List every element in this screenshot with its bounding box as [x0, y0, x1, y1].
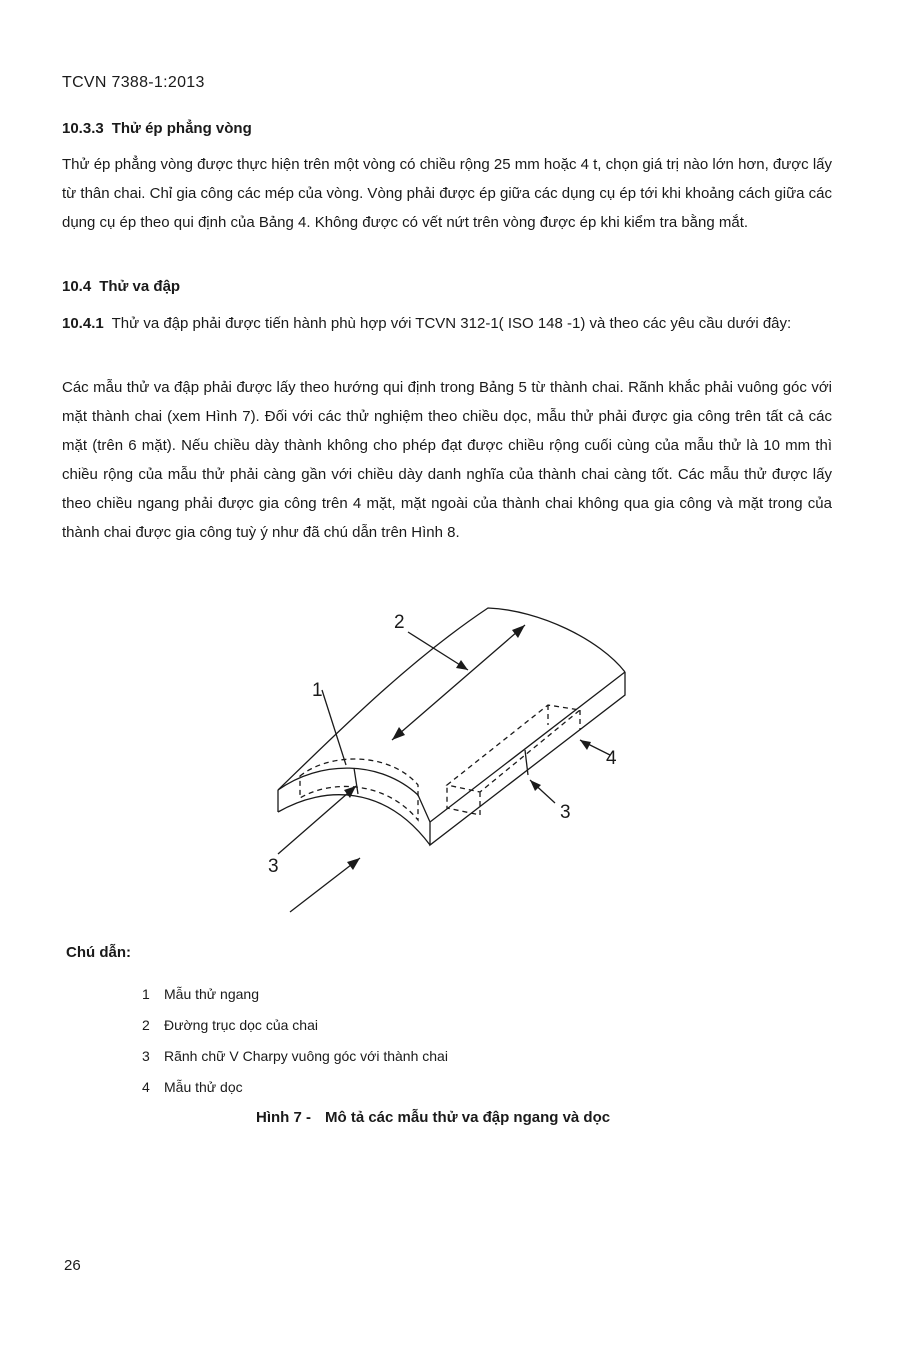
figure-caption-text: Mô tả các mẫu thử va đập ngang và dọc: [325, 1109, 611, 1126]
paragraph-impact-specimens: Các mẫu thử va đập phải được lấy theo hướng qui định trong Bảng 5 từ thành chai. Rãnh khắc phải vuông góc với mặt thành chai (xem Hình 7). Đối với các thử nghiệm theo chiều dọc, mẫu thử phải được gia công trên tất cả các mặt (trên 6 mặt). Nếu chiều dày thành không cho phép đạt được chiều rộng cuối cùng của mẫu thử là 10 mm thì chiều rộng của mẫu thử phải càng gần với chiều dày danh nghĩa của thành chai càng tốt. Các mẫu thử được lấy theo chiều ngang phải được gia công trên 4 mặt, mặt ngoài của thành chai không qua gia công và mặt trong của thành chai được gia công tuỳ ý như đã chú dẫn trên Hình 8.: [62, 379, 832, 541]
figure-7-diagram: [150, 580, 750, 920]
shell-end-face: [430, 672, 625, 845]
callout-1: 1: [312, 680, 323, 701]
callout-2: 2: [394, 612, 405, 633]
page-number: 26: [64, 1257, 81, 1274]
impact-arrow-line: [290, 858, 360, 912]
leader-arrow-4: [580, 740, 591, 750]
callout-3-right: 3: [560, 802, 571, 823]
legend-text: Mẫu thử dọc: [164, 1079, 243, 1095]
section-heading-10-4: [62, 278, 180, 295]
legend-number: 4: [142, 1079, 150, 1095]
legend-text: Rãnh chữ V Charpy vuông góc với thành chai: [164, 1048, 448, 1064]
legend-text: Đường trục dọc của chai: [164, 1017, 318, 1033]
standard-code: TCVN 7388-1:2013: [62, 74, 205, 91]
impact-arrow-head: [347, 858, 360, 870]
legend-item: [142, 1046, 448, 1077]
shell-outer-curve: [278, 608, 625, 790]
legend-text: Mẫu thử ngang: [164, 986, 259, 1002]
legend-item: [142, 1077, 448, 1108]
callout-3-left: 3: [268, 856, 279, 877]
paragraph-flattening-test: Thử ép phẳng vòng được thực hiện trên một vòng có chiều rộng 25 mm hoặc 4 t, chọn giá trị nào lớn hơn, được lấy từ thân chai. Chỉ gia công các mép của vòng. Vòng phải được ép giữa các dụng cụ ép tới khi khoảng cách giữa các dụng cụ ép theo qui định của Bảng 4. Không được có vết nứt trên vòng được ép khi kiểm tra bằng mắt.: [62, 156, 832, 231]
axis-arrow-head-top: [512, 625, 525, 638]
figure-caption: [256, 1109, 610, 1126]
callout-4: 4: [606, 748, 617, 769]
legend-number: 2: [142, 1017, 150, 1033]
section-title: Thử ép phẳng vòng: [111, 120, 252, 137]
legend-number: 3: [142, 1048, 150, 1064]
legend-title: Chú dẫn:: [66, 944, 131, 961]
section-number: 10.4: [62, 278, 92, 295]
axis-arrow-line: [392, 625, 525, 740]
legend-item: [142, 1015, 448, 1046]
section-heading-10-3-3: [62, 120, 252, 137]
section-number: 10.3.3: [62, 120, 104, 137]
shell-inner-arc: [278, 795, 430, 845]
legend-item: [142, 984, 448, 1015]
figure-label: Hình 7 -: [256, 1109, 311, 1126]
section-number: 10.4.1: [62, 315, 104, 332]
intro-text: Thử va đập phải được tiến hành phù hợp với TCVN 312-1( ISO 148 -1) và theo các yêu cầu dưới đây:: [111, 315, 792, 332]
section-title: Thử va đập: [99, 278, 181, 295]
paragraph-10-4-1-intro: [62, 309, 832, 338]
shell-top-edge: [430, 672, 625, 822]
leader-arrow-2: [456, 660, 468, 670]
legend-list: [142, 984, 448, 1108]
axis-arrow-head-bottom: [392, 727, 405, 740]
legend-number: 1: [142, 986, 150, 1002]
